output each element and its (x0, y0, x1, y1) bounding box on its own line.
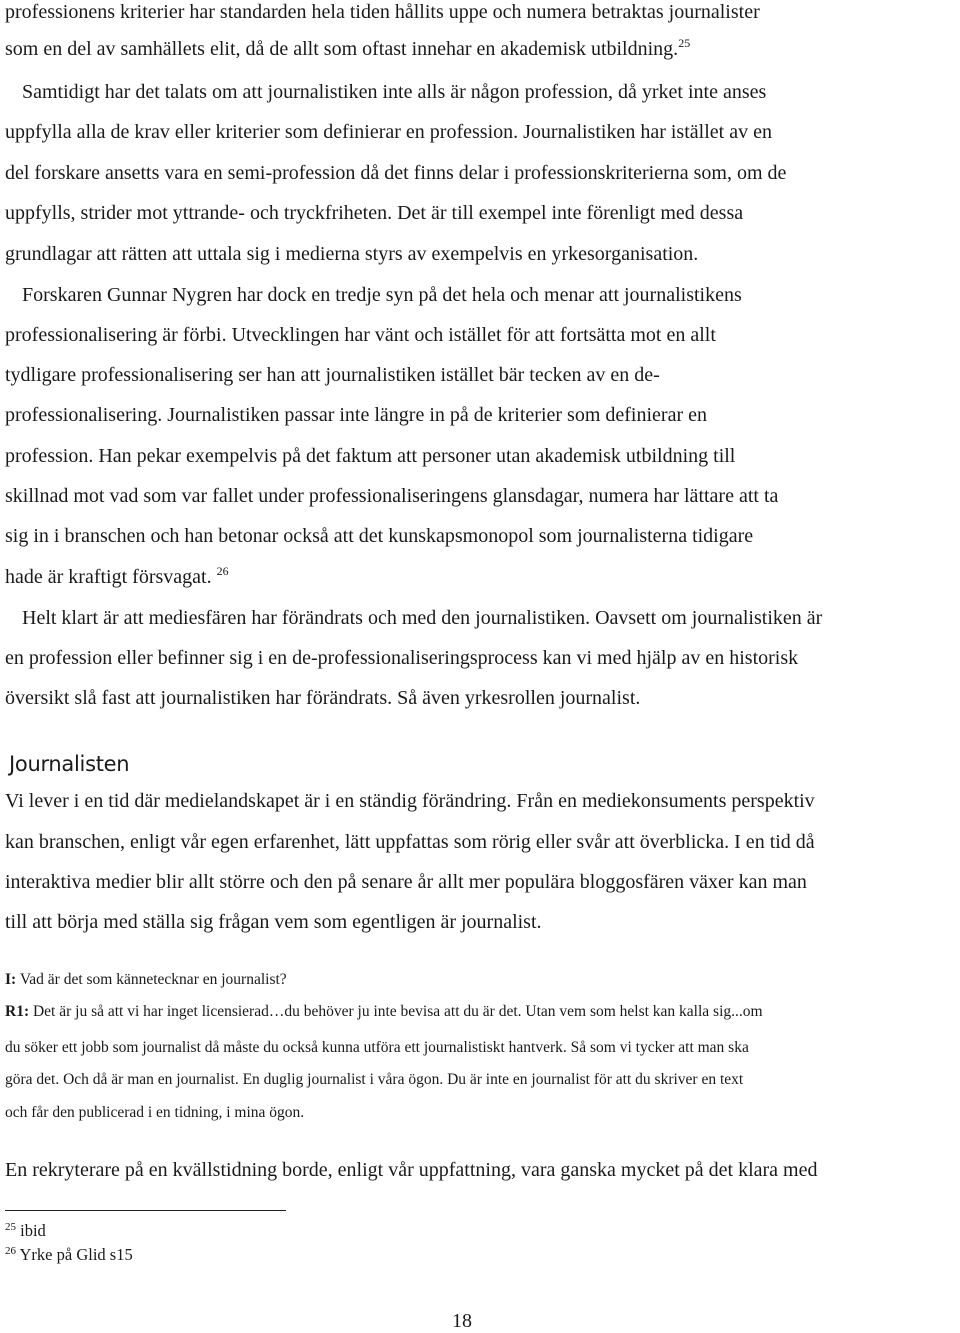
body-line: uppfylla alla de krav eller kriterier som definierar en profession. Journalistiken har istället av en (5, 121, 772, 143)
body-line: sig in i branschen och han betonar också att det kunskapsmonopol som journalisterna tidigare (5, 525, 754, 547)
body-line: Helt klart är att mediesfären har förändrats och med den journalistiken. Oavsett om journalistiken är (22, 607, 823, 629)
footnote-ref: 25 (678, 36, 691, 50)
footnote (5, 1221, 46, 1241)
section-heading: Journalisten (9, 752, 130, 776)
body-line: kan branschen, enligt vår egen erfarenhet, lätt uppfattas som rörig eller svår att överblicka. I en tid då (5, 831, 815, 853)
body-line: skillnad mot vad som var fallet under professionaliseringens glansdagar, numera har lättare att ta (5, 485, 779, 507)
body-line: professionens kriterier har standarden hela tiden hållits uppe och numera betraktas journalister (5, 1, 760, 23)
footnote-number: 26 (5, 1245, 16, 1257)
body-line: uppfylls, strider mot yttrande- och tryckfriheten. Det är till exempel inte förenligt med dessa (5, 202, 744, 224)
question-text: Vad är det som kännetecknar en journalist? (19, 971, 287, 988)
body-line: tydligare professionalisering ser han att journalistiken istället bär tecken av en de- (5, 364, 660, 386)
footnote-number: 25 (5, 1221, 16, 1233)
interview-answer-line (5, 1002, 763, 1022)
interview-answer-line: du söker ett jobb som journalist då måste du också kunna utföra ett journalistiskt hantverk. Så som vi tycker att man ska (5, 1039, 749, 1056)
body-line: interaktiva medier blir allt större och den på senare år allt mer populära bloggosfären växer kan man (5, 871, 807, 893)
body-line: Samtidigt har det talats om att journalistiken inte alls är någon profession, då yrket inte anses (22, 81, 767, 103)
speaker-label: R1: (5, 1003, 30, 1020)
interview-answer-line: göra det. Och då är man en journalist. En duglig journalist i våra ögon. Du är inte en journalist för att du skriver en text (5, 1071, 744, 1088)
body-line (5, 37, 690, 61)
body-line: grundlagar att rätten att uttala sig i medierna styrs av exempelvis en yrkesorganisation. (5, 243, 699, 265)
footnote-text: Yrke på Glid s15 (19, 1245, 133, 1264)
body-line: till att börja med ställa sig frågan vem som egentligen är journalist. (5, 911, 542, 933)
body-line: Vi lever i en tid där medielandskapet är i en ständig förändring. Från en mediekonsuments perspektiv (5, 790, 815, 812)
answer-text: Det är ju så att vi har inget licensierad…du behöver ju inte bevisa att du är det. Utan vem som helst kan kalla sig...om (32, 1003, 763, 1020)
body-line-text: som en del av samhällets elit, då de allt som oftast innehar en akademisk utbildning. (5, 38, 679, 60)
footnote (5, 1245, 133, 1265)
body-line: En rekryterare på en kvällstidning borde, enligt vår uppfattning, vara ganska mycket på det klara med (5, 1159, 818, 1181)
body-line: del forskare ansetts vara en semi-profession då det finns delar i professionskriterierna som, om de (5, 162, 787, 184)
body-line: översikt slå fast att journalistiken har förändrats. Så även yrkesrollen journalist. (5, 687, 641, 709)
body-line: en profession eller befinner sig i en de-professionaliseringsprocess kan vi med hjälp av en historisk (5, 647, 799, 669)
interview-question (5, 970, 287, 990)
body-line: Forskaren Gunnar Nygren har dock en tredje syn på det hela och menar att journalistikens (22, 284, 742, 306)
body-line: profession. Han pekar exempelvis på det faktum att personer utan akademisk utbildning till (5, 445, 736, 467)
body-line (5, 565, 229, 589)
footnote-text: ibid (20, 1221, 46, 1240)
body-line: professionalisering. Journalistiken passar inte längre in på de kriterier som definierar en (5, 404, 707, 426)
speaker-label: I: (5, 971, 17, 988)
footnote-divider (5, 1210, 286, 1211)
page-number: 18 (452, 1310, 472, 1332)
body-line-text: hade är kraftigt försvagat. (5, 566, 212, 588)
interview-answer-line: och får den publicerad i en tidning, i mina ögon. (5, 1104, 305, 1121)
body-line: professionalisering är förbi. Utvecklingen har vänt och istället för att fortsätta mot en allt (5, 324, 716, 346)
footnote-ref: 26 (216, 564, 229, 578)
